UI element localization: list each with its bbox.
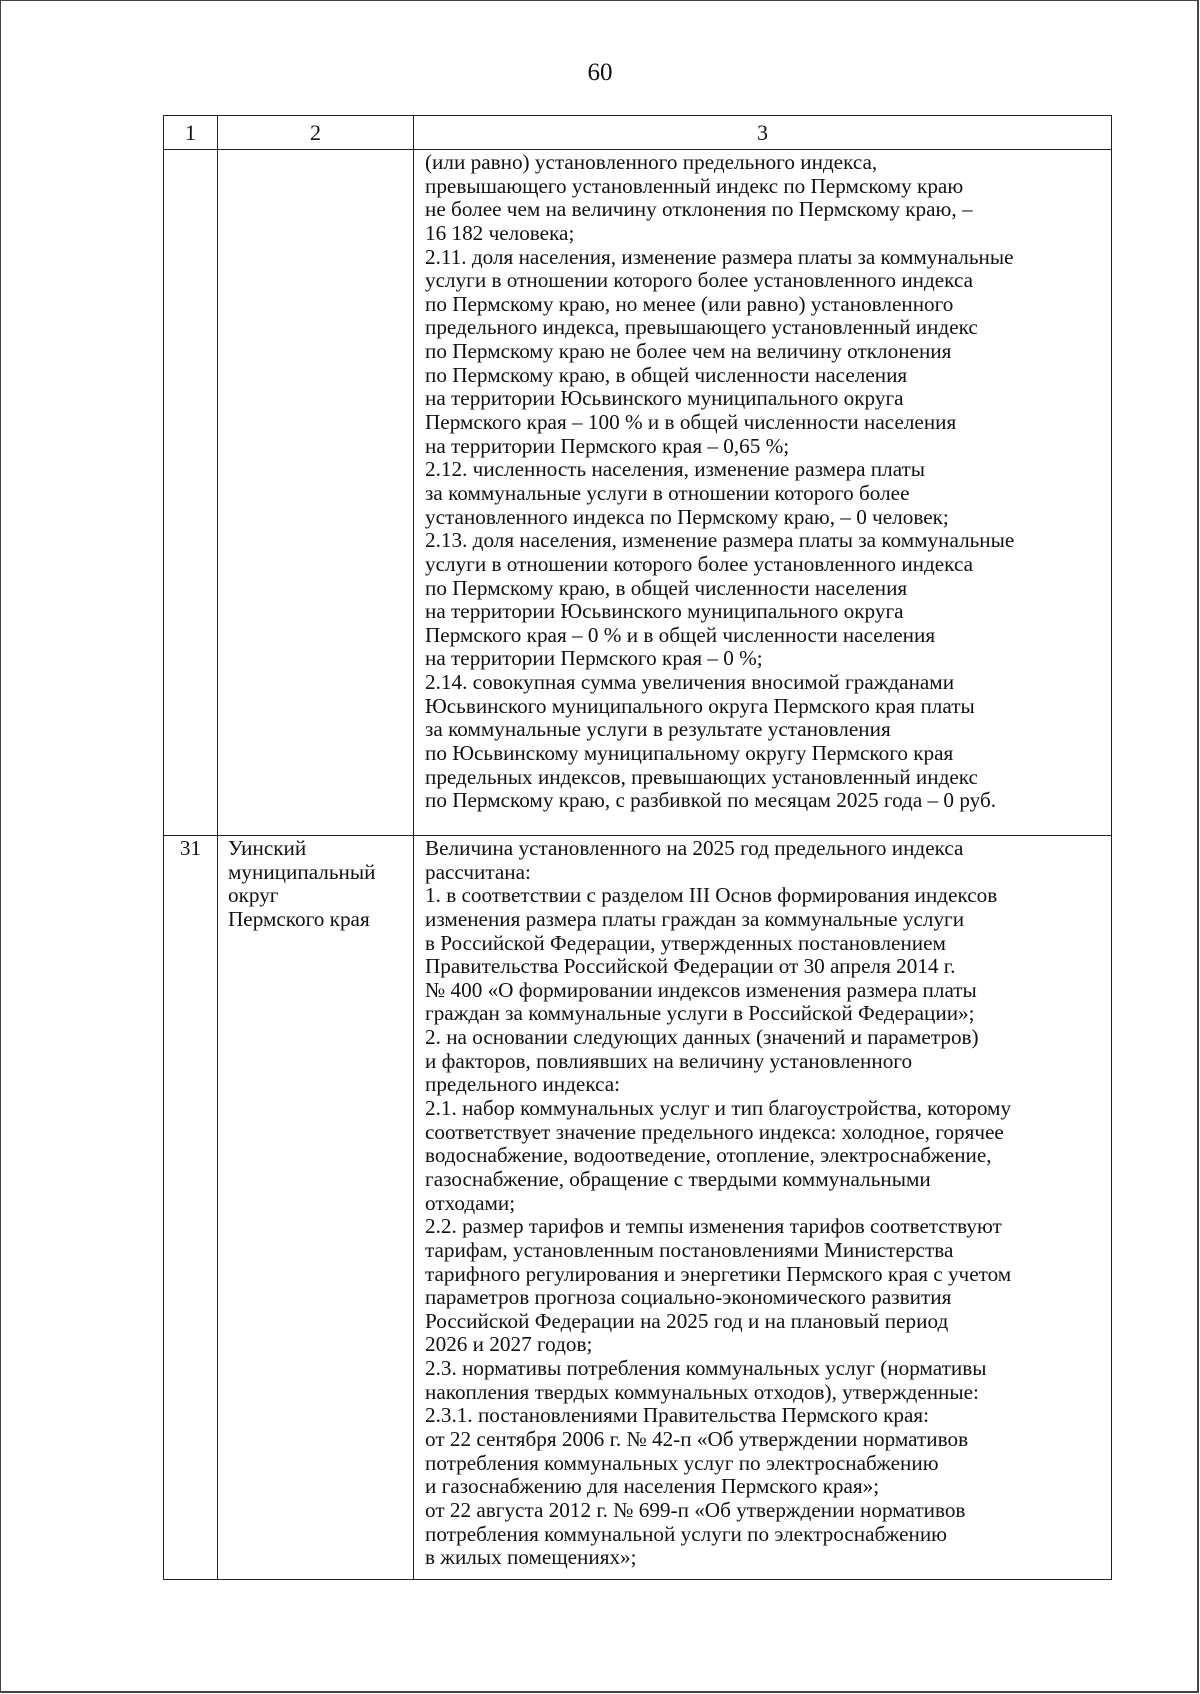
row-number-cell: 31 [164, 836, 218, 1580]
document-table [163, 115, 1112, 1580]
text-line: муниципальный [228, 859, 376, 884]
header-cell-3: 3 [414, 116, 1112, 150]
header-cell-1: 1 [164, 116, 218, 150]
text-line: (или равно) установленного предельного индекса, [425, 150, 878, 174]
text-line: в Российской Федерации, утвержденных постановлением [425, 930, 946, 955]
text-line: в жилых помещениях»; [425, 1545, 637, 1570]
text-line: 16 182 человека; [425, 220, 575, 245]
text-line: по Юсьвинскому муниципальному округу Пермского края [425, 741, 954, 766]
page-number: 60 [587, 59, 613, 86]
description-cell [414, 836, 1112, 1580]
table-header-row [164, 116, 1112, 150]
text-line: 2026 и 2027 годов; [425, 1332, 593, 1357]
text-line: от 22 августа 2012 г. № 699-п «Об утверждении нормативов [425, 1497, 966, 1522]
text-line: тарифного регулирования и энергетики Пермского края с учетом [425, 1261, 1012, 1286]
text-line: 2.12. численность населения, изменение размера платы [425, 457, 926, 482]
text-line: Уинский [228, 836, 307, 860]
text-line: по Пермскому краю, в общей численности населения [425, 362, 908, 387]
text-line: превышающего установленный индекс по Пермскому краю [425, 173, 964, 198]
text-line: и газоснабжению для населения Пермского края»; [425, 1474, 880, 1499]
text-line: предельных индексов, превышающих установленный индекс [425, 764, 978, 789]
text-line: 2. на основании следующих данных (значений и параметров) [425, 1025, 979, 1050]
row-number-cell [164, 150, 218, 836]
text-line: услуги в отношении которого более установленного индекса [425, 551, 974, 576]
text-line: 1. в соответствии с разделом III Основ формирования индексов [425, 883, 998, 908]
text-line: Правительства Российской Федерации от 30 апреля 2014 г. [425, 954, 956, 979]
text-line: 2.1. набор коммунальных услуг и тип благоустройства, которому [425, 1096, 1012, 1121]
text-line: 2.3. нормативы потребления коммунальных услуг (нормативы [425, 1356, 987, 1381]
text-line: на территории Юсьвинского муниципального округа [425, 386, 904, 411]
text-line: Российской Федерации на 2025 год и на плановый период [425, 1308, 949, 1333]
text-line: по Пермскому краю, но менее (или равно) установленного [425, 291, 954, 316]
text-line: отходами; [425, 1190, 516, 1215]
text-line: и факторов, повлиявших на величину установленного [425, 1048, 913, 1073]
text-line: потребления коммунальной услуги по электроснабжению [425, 1521, 947, 1546]
text-line: Юсьвинского муниципального округа Пермского края платы [425, 693, 975, 718]
text-line: установленного индекса по Пермскому краю, – 0 человек; [425, 504, 949, 529]
text-line: Величина установленного на 2025 год предельного индекса [425, 836, 964, 860]
text-line: за коммунальные услуги в отношении которого более [425, 480, 910, 505]
text-line: 2.2. размер тарифов и темпы изменения тарифов соответствуют [425, 1214, 1002, 1239]
text-line: округ [228, 883, 279, 908]
text-line: граждан за коммунальные услуги в Российской Федерации»; [425, 1001, 975, 1026]
header-cell-2: 2 [218, 116, 414, 150]
text-line: предельного индекса, превышающего установленный индекс [425, 315, 978, 340]
text-line: Пермского края – 100 % и в общей численности населения [425, 410, 957, 435]
text-line: водоснабжение, водоотведение, отопление, электроснабжение, [425, 1143, 992, 1168]
text-line: накопления твердых коммунальных отходов), утвержденные: [425, 1379, 979, 1404]
text-line: предельного индекса: [425, 1072, 621, 1097]
text-line: на территории Юсьвинского муниципального округа [425, 599, 904, 624]
municipality-name-cell [218, 836, 414, 1580]
text-line: 2.14. совокупная сумма увеличения вносимой гражданами [425, 670, 955, 695]
text-line: 2.3.1. постановлениями Правительства Пермского края: [425, 1403, 930, 1428]
text-line: от 22 сентября 2006 г. № 42-п «Об утверждении нормативов [425, 1427, 969, 1452]
text-line: 2.13. доля населения, изменение размера платы за коммунальные [425, 528, 1015, 553]
text-line: по Пермскому краю, с разбивкой по месяцам 2025 года – 0 руб. [425, 788, 997, 813]
text-line: потребления коммунальных услуг по электроснабжению [425, 1450, 939, 1475]
description-cell [414, 150, 1112, 836]
text-line: газоснабжение, обращение с твердыми коммунальными [425, 1166, 931, 1191]
text-line: услуги в отношении которого более установленного индекса [425, 268, 974, 293]
text-line: № 400 «О формировании индексов изменения размера платы [425, 977, 977, 1002]
text-line: параметров прогноза социально-экономического развития [425, 1285, 952, 1310]
municipality-name-cell [218, 150, 414, 836]
text-line: тарифам, установленным постановлениями Министерства [425, 1237, 954, 1262]
text-line: Пермского края [228, 906, 370, 931]
text-line: 2.11. доля населения, изменение размера платы за коммунальные [425, 244, 1014, 269]
text-line: по Пермскому краю не более чем на величину отклонения [425, 339, 952, 364]
text-line: изменения размера платы граждан за коммунальные услуги [425, 906, 965, 931]
text-line: не более чем на величину отклонения по Пермскому краю, – [425, 197, 973, 222]
table-row [164, 150, 1112, 836]
text-line: соответствует значение предельного индекса: холодное, горячее [425, 1119, 1004, 1144]
table-row [164, 836, 1112, 1580]
text-line: на территории Пермского края – 0,65 %; [425, 433, 790, 458]
text-line: на территории Пермского края – 0 %; [425, 646, 763, 671]
text-line: по Пермскому краю, в общей численности населения [425, 575, 908, 600]
text-line: Пермского края – 0 % и в общей численности населения [425, 622, 936, 647]
text-line: рассчитана: [425, 859, 531, 884]
text-line: за коммунальные услуги в результате установления [425, 717, 891, 742]
